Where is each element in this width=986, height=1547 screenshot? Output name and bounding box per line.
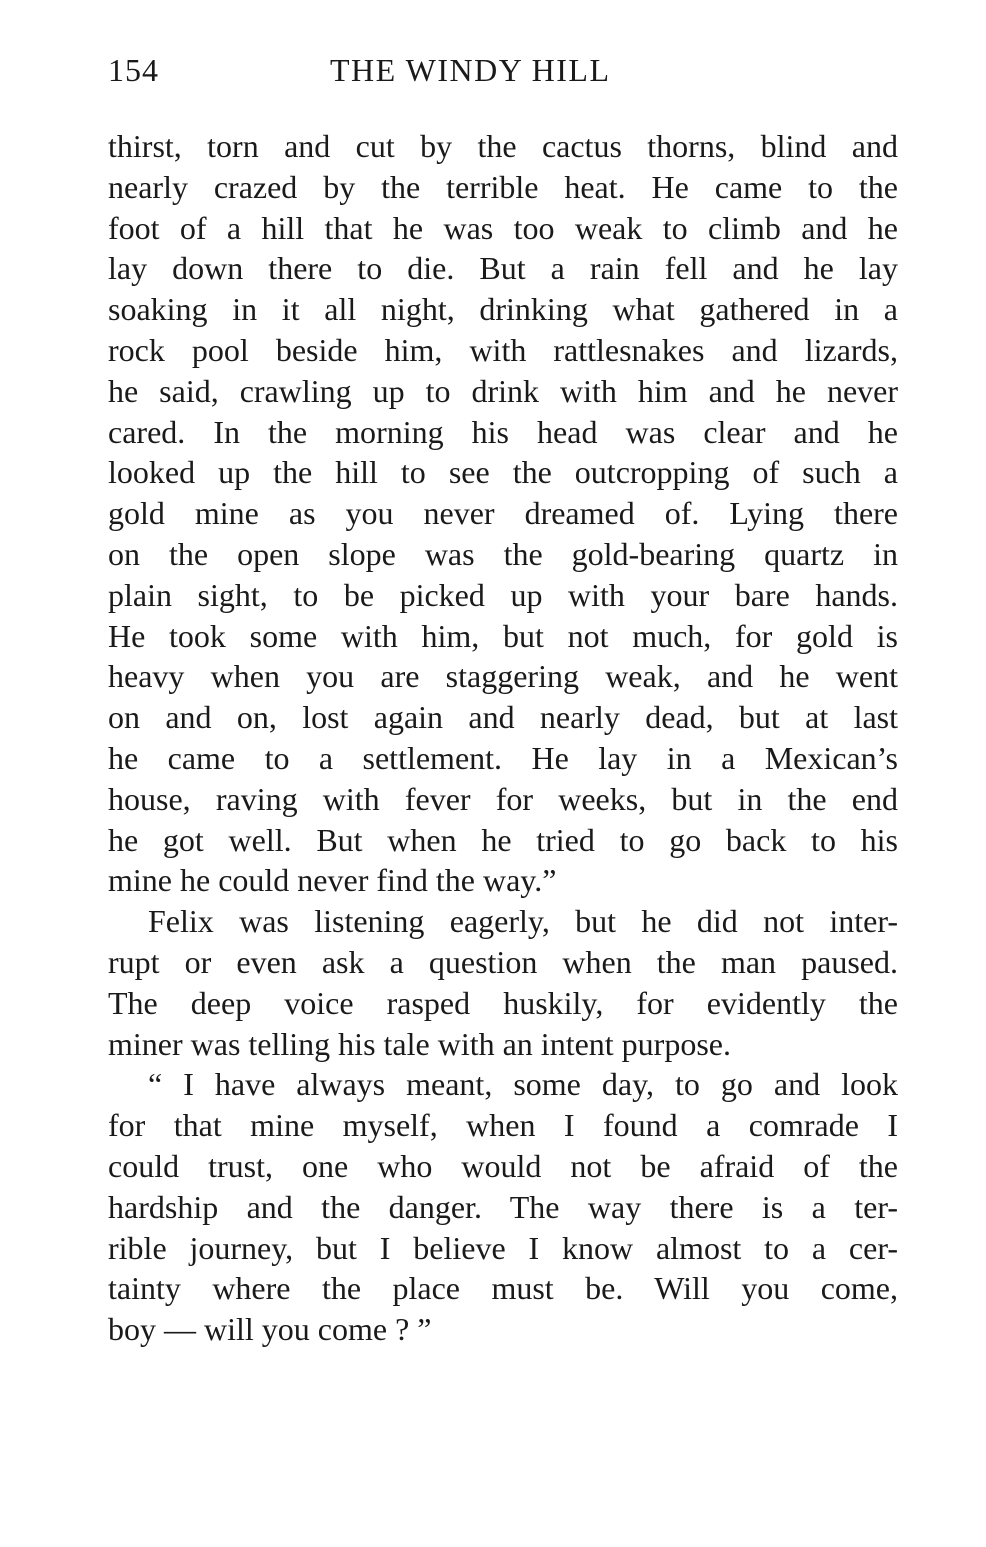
- text-line: lay down there to die. But a rain fell and he lay: [108, 250, 898, 287]
- text-line: he got well. But when he tried to go back to his: [108, 821, 898, 858]
- text-line: he said, crawling up to drink with him and he never: [108, 372, 898, 409]
- text-line: hardship and the danger. The way there is a ter-: [108, 1188, 898, 1225]
- text-line: Felix was listening eagerly, but he did not inter-: [148, 903, 898, 940]
- running-title: THE WINDY HILL: [330, 52, 611, 88]
- text-line: soaking in it all night, drinking what gathered in a: [108, 291, 898, 328]
- text-line: nearly crazed by the terrible heat. He came to the: [108, 168, 898, 205]
- text-line: house, raving with fever for weeks, but in the end: [108, 780, 898, 817]
- text-line: rible journey, but I believe I know almost to a cer-: [108, 1229, 898, 1266]
- text-line: on the open slope was the gold-bearing quartz in: [108, 535, 898, 572]
- text-line: tainty where the place must be. Will you come,: [108, 1270, 898, 1307]
- text-line: looked up the hill to see the outcropping of such a: [108, 454, 898, 491]
- page-header: [108, 52, 898, 102]
- text-line: rock pool beside him, with rattlesnakes and lizards,: [108, 331, 898, 368]
- text-line: heavy when you are staggering weak, and he went: [108, 658, 898, 695]
- text-line: rupt or even ask a question when the man paused.: [108, 943, 898, 980]
- text-line: he came to a settlement. He lay in a Mexican’s: [108, 739, 898, 776]
- text-line: miner was telling his tale with an intent purpose.: [108, 1025, 731, 1062]
- text-line: boy — will you come ? ”: [108, 1311, 432, 1348]
- text-line: gold mine as you never dreamed of. Lying there: [108, 495, 898, 532]
- text-line: thirst, torn and cut by the cactus thorns, blind and: [108, 128, 898, 164]
- page-number: 154: [108, 52, 159, 88]
- text-line: cared. In the morning his head was clear and he: [108, 413, 898, 450]
- text-line: He took some with him, but not much, for gold is: [108, 617, 898, 654]
- body-text: [108, 126, 898, 1350]
- text-line: plain sight, to be picked up with your bare hands.: [108, 576, 898, 613]
- text-line: could trust, one who would not be afraid of the: [108, 1147, 898, 1184]
- text-line: on and on, lost again and nearly dead, but at last: [108, 699, 898, 736]
- text-line: “ I have always meant, some day, to go and look: [148, 1066, 898, 1103]
- text-line: The deep voice rasped huskily, for evidently the: [108, 984, 898, 1021]
- text-line: mine he could never find the way.”: [108, 862, 557, 899]
- text-line: for that mine myself, when I found a comrade I: [108, 1107, 898, 1144]
- text-line: foot of a hill that he was too weak to climb and he: [108, 209, 898, 246]
